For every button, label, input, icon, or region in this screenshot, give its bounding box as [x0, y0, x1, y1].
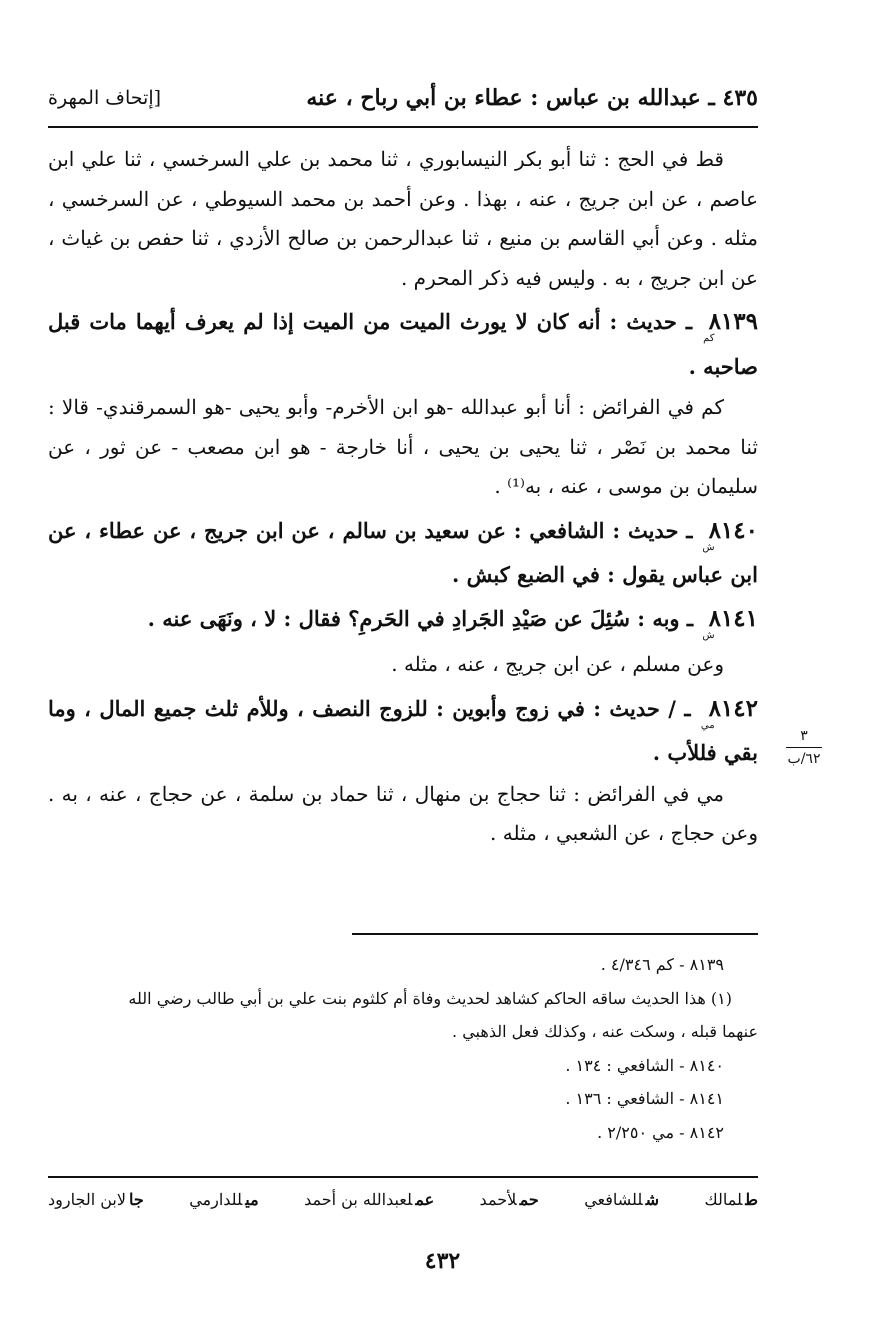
- running-header: [48, 78, 758, 118]
- header-rule: [48, 126, 758, 128]
- hadith-entry-8140: [48, 511, 758, 595]
- footnote-1-continued: عنهما قبله ، وسكت عنه ، وكذلك فعل الذهبي .: [452, 1022, 758, 1041]
- legend-item: [48, 1190, 144, 1209]
- hadith-number: ٨١٤٠: [708, 516, 758, 544]
- legend-item: [584, 1190, 659, 1209]
- footnote-ref-8140: ٨١٤٠ - الشافعي : ١٣٤ .: [565, 1055, 724, 1075]
- legend-text: للشافعي: [584, 1190, 643, 1209]
- hadith-number: ٨١٤١: [708, 604, 758, 632]
- legend-text: لأحمد: [479, 1190, 517, 1209]
- running-title: ٤٣٥ ـ عبدالله بن عباس : عطاء بن أبي رباح ، عنه: [306, 85, 758, 111]
- hadith-entry-8141: [48, 599, 758, 644]
- hadith-isnad: وعن مسلم ، عن ابن جريج ، عنه ، مثله .: [391, 652, 724, 676]
- book-title: [إتحاف المهرة: [48, 87, 162, 109]
- legend-abbr: مي: [245, 1190, 259, 1209]
- legend-item: [304, 1190, 434, 1209]
- legend-abbr: ش: [645, 1190, 660, 1209]
- legend-abbr: ط: [745, 1190, 758, 1209]
- legend-text: للدارمي: [189, 1190, 243, 1209]
- main-text: [48, 140, 758, 854]
- legend-item: [480, 1190, 539, 1209]
- abbreviation-legend: [48, 1190, 758, 1209]
- legend-item: [189, 1190, 258, 1209]
- legend-text: لعبدالله بن أحمد: [304, 1190, 413, 1209]
- source-siglum: ش: [702, 541, 715, 553]
- folio-top: ٣: [800, 728, 808, 744]
- hadith-text: ـ حديث : الشافعي : عن سعيد بن سالم ، عن ابن جريج ، عن عطاء ، عن ابن عباس يقول : في الضبع كبش .: [48, 517, 758, 587]
- hadith-number: ٨١٤٢: [708, 694, 758, 722]
- intro-paragraph: قط في الحج : ثنا أبو بكر النيسابوري ، ثنا محمد بن علي السرخسي ، ثنا علي ابن عاصم ، عن ابن جريج ، عنه ، بهذا . وعن أحمد بن محمد السيوطي ، عن السرخسي ، مثله . وعن أبي القاسم بن منيع ، ثنا عبدالرحمن بن صالح الأزدي ، ثنا حفص بن غياث ، عن ابن جريج ، به . وليس فيه ذكر المحرم .: [48, 147, 759, 290]
- legend-rule: [48, 1176, 758, 1178]
- hadith-isnad: مي في الفرائض : ثنا حجاج بن منهال ، ثنا حماد بن سلمة ، عن حجاج ، عنه ، به . وعن حجاج ، عن الشعبي ، مثله .: [48, 781, 758, 845]
- source-siglum: كم: [703, 333, 715, 344]
- folio-bottom: ٦٢/ب: [787, 751, 821, 767]
- page-number: ٤٣٢: [424, 1248, 461, 1274]
- source-siglum: ش: [702, 629, 715, 641]
- hadith-entry-8142: [48, 689, 758, 773]
- folio-divider: [786, 747, 822, 748]
- footnote-rule: [352, 933, 758, 935]
- legend-text: لابن الجارود: [48, 1190, 126, 1209]
- hadith-number: ٨١٣٩: [708, 308, 758, 335]
- legend-abbr: عم: [415, 1190, 435, 1209]
- hadith-entry-8139: [48, 302, 758, 386]
- hadith-isnad: كم في الفرائض : أنا أبو عبدالله -هو ابن الأخرم- وأبو يحيى -هو السمرقندي- قالا : ثنا محمد بن نَصْر ، ثنا يحيى بن يحيى ، أنا خارجة - هو ابن مصعب - عن ثور ، عن سليمان بن موسى ، عنه ، به⁽¹⁾ .: [48, 395, 758, 498]
- legend-abbr: جا: [129, 1190, 144, 1209]
- footnotes: [48, 948, 758, 1149]
- legend-text: لمالك: [704, 1190, 743, 1209]
- footnote-ref-8139: ٨١٣٩ - كم ٤/٣٤٦ .: [600, 955, 724, 974]
- legend-abbr: حم: [519, 1190, 539, 1209]
- source-siglum: مي: [700, 719, 715, 731]
- hadith-text: ـ حديث : أنه كان لا يورث الميت من الميت إذا لم يعرف أيهما مات قبل صاحبه .: [48, 309, 758, 379]
- hadith-text: ـ وبه : سُئِلَ عن صَيْدِ الجَرادِ في الحَرمِ؟ فقال : لا ، ونَهَى عنه .: [147, 605, 694, 631]
- manuscript-folio-note: [774, 727, 834, 768]
- footnote-ref-8142: ٨١٤٢ - مي ٢/٢٥٠ .: [597, 1122, 724, 1142]
- hadith-text: ـ / حديث : في زوج وأبوين : للزوج النصف ، وللأم ثلث جميع المال ، وما بقي فللأب .: [48, 695, 758, 765]
- footnote-1: (١) هذا الحديث ساقه الحاكم كشاهد لحديث وفاة أم كلثوم بنت علي بن أبي طالب رضي الله: [128, 988, 732, 1008]
- legend-item: [704, 1190, 758, 1209]
- footnote-ref-8141: ٨١٤١ - الشافعي : ١٣٦ .: [565, 1089, 724, 1108]
